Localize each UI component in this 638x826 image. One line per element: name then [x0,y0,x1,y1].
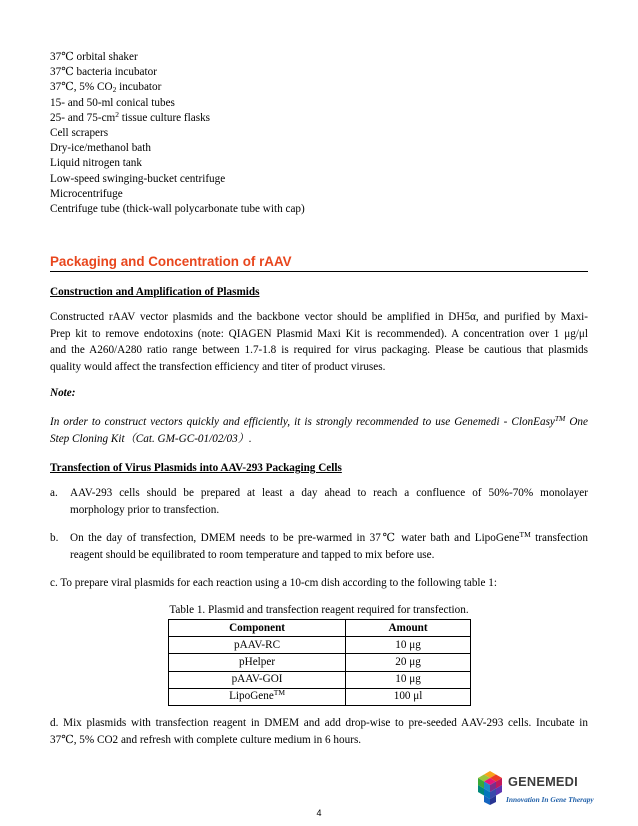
equipment-text: 25- and 75-cm [50,111,116,124]
equipment-text: incubator [116,81,162,94]
table-cell: 20 μg [346,654,471,671]
paragraph-line: quality would affect the transfection efficiency and titer of product viruses. [50,360,386,373]
note-line: Step Cloning Kit（Cat. GM-GC-01/02/03）. [50,432,252,445]
page-number: 4 [316,808,322,818]
trademark: TM [519,530,531,539]
table-cell: 100 μl [346,688,471,705]
equipment-text: tissue culture flasks [119,111,211,124]
equipment-item: Low-speed swinging-bucket centrifuge [50,172,226,185]
construction-heading: Construction and Amplification of Plasmids [50,286,260,298]
equipment-item: Cell scrapers [50,126,109,139]
note-label: Note: [50,387,76,399]
transfection-heading: Transfection of Virus Plasmids into AAV-293 Packaging Cells [50,462,342,474]
construction-paragraph [50,310,588,376]
note-paragraph [50,415,588,448]
list-item [50,716,588,749]
equipment-item: Centrifuge tube (thick-wall polycarbonate tube with cap) [50,202,305,215]
section-divider [50,271,588,272]
company-logo [474,770,594,810]
list-item: c. To prepare viral plasmids for each reaction using a 10-cm dish according to the following table 1: [50,577,497,589]
table-row [169,654,471,671]
paragraph-line: and the A260/A280 ratio range between 1.7-1.8 is required for virus packaging. Please be cautious that plasmids [50,344,588,356]
logo-tagline: Innovation In Gene Therapy [506,795,594,804]
column-header: Amount [346,620,471,637]
table-cell: pAAV-GOI [169,671,346,688]
item-line: AAV-293 cells should be prepared at least a day ahead to reach a confluence of 50%-70% monolayer [70,487,588,499]
paragraph-line: Constructed rAAV vector plasmids and the backbone vector should be amplified in DH5α, and purified by Maxi- [50,311,588,323]
equipment-item: 37℃ orbital shaker [50,51,138,63]
table-cell: 10 μg [346,637,471,654]
section-title: Packaging and Concentration of rAAV [50,254,292,269]
superscript: 2 [115,109,119,119]
table-row [169,637,471,654]
paragraph-line: Prep kit to remove endotoxins (note: QIAGEN Plasmid Maxi Kit is recommended). A concentration over 1 μg/μl [50,327,588,340]
list-marker: a. [50,487,58,499]
equipment-item [50,111,590,126]
table-row [169,688,471,705]
item-line: 37℃, 5% CO2 and refresh with complete culture medium in 6 hours. [50,733,362,746]
table-caption: Table 1. Plasmid and transfection reagent required for transfection. [169,604,469,616]
equipment-item: 15- and 50-ml conical tubes [50,96,175,109]
equipment-item: Dry-ice/methanol bath [50,142,151,155]
equipment-text: 37℃, 5% CO [50,81,113,94]
logo-name: GENEMEDI [508,774,578,789]
trademark: TM [273,688,286,698]
equipment-item: 37℃ bacteria incubator [50,66,157,79]
column-header: Component [169,620,346,637]
trademark: TM [554,414,566,423]
subscript: 2 [112,85,117,95]
item-line: On the day of transfection, DMEM needs to be pre-warmed in 37℃ water bath and LipoGene™ transfection [70,530,588,544]
table-cell: pHelper [169,654,346,671]
equipment-item: Microcentrifuge [50,187,123,200]
item-line: reagent should be equilibrated to room temperature and tapped to mix before use. [70,548,435,561]
list-marker: b. [50,532,59,544]
note-line: In order to construct vectors quickly and efficiently, it is strongly recommended to use Genemedi - ClonEasy™ One [50,414,588,428]
table-cell: 10 μg [346,671,471,688]
table-cell: LipoGene™ [169,688,346,705]
equipment-item: Liquid nitrogen tank [50,157,142,170]
table [168,619,471,706]
table-cell: pAAV-RC [169,637,346,654]
item-line: d. Mix plasmids with transfection reagent in DMEM and add drop-wise to pre-seeded AAV-293 cells. Incubate in [50,717,588,729]
equipment-list [50,50,590,217]
equipment-item [50,80,590,95]
table-header-row [169,620,471,637]
table-row [169,671,471,688]
item-line: morphology prior to transfection. [70,503,220,516]
logo-mark-icon [474,770,506,806]
